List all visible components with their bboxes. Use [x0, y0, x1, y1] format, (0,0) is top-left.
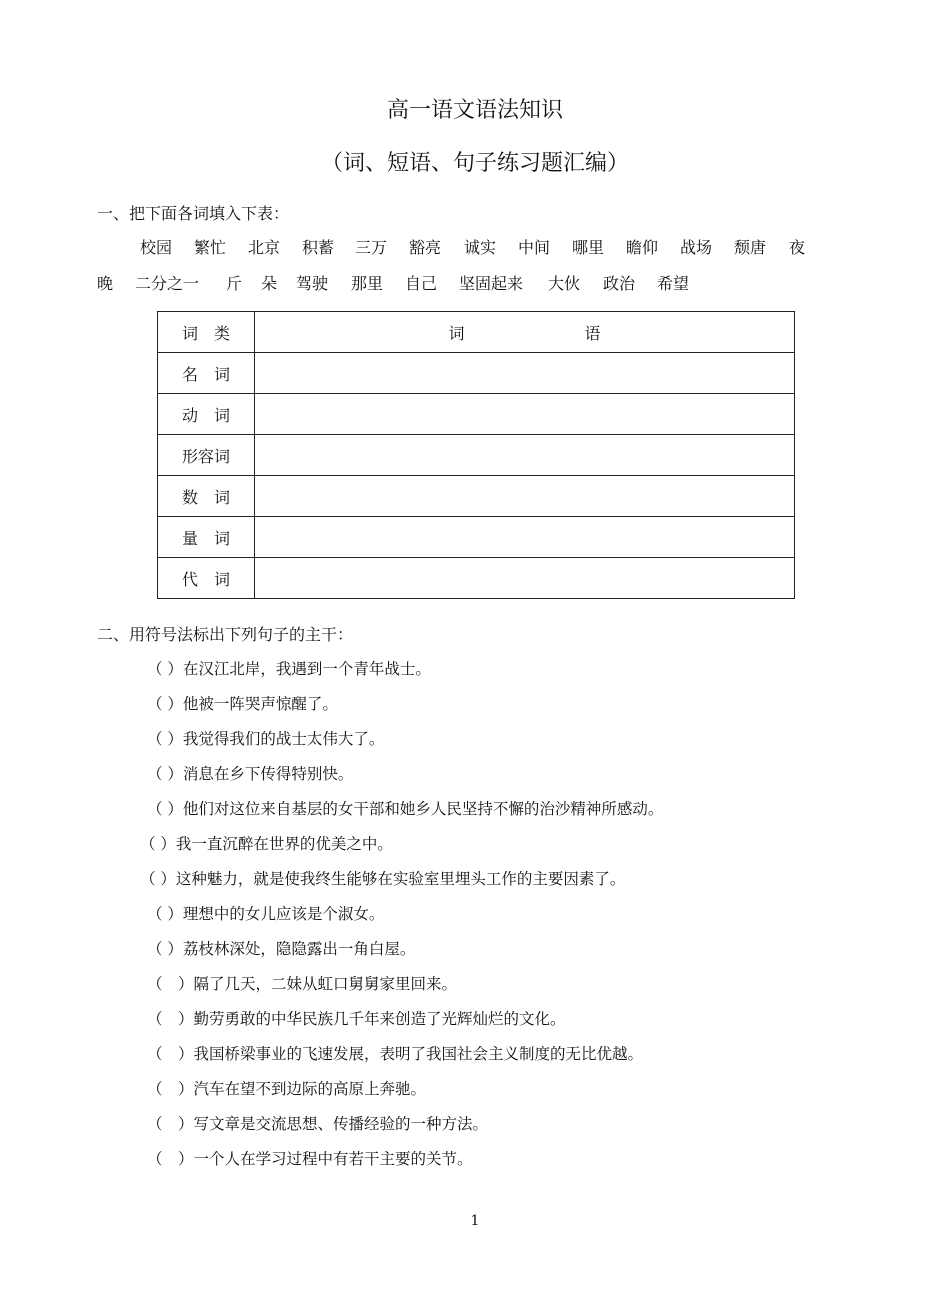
exercise-item: （ ）消息在乡下传得特别快。	[147, 765, 354, 783]
header-words-cell	[255, 312, 795, 353]
section2-heading: 二、用符号法标出下列句子的主干：	[97, 625, 354, 644]
row-answer-cell[interactable]	[255, 435, 795, 476]
exercise-item: （ ）他被一阵哭声惊醒了。	[147, 695, 338, 713]
row-answer-cell[interactable]	[255, 517, 795, 558]
exercise-item: （ ）汽车在望不到边际的高原上奔驰。	[147, 1080, 427, 1098]
word-item: 大伙	[548, 274, 581, 293]
exercise-item: （ ）在汉江北岸，我遇到一个青年战士。	[147, 660, 431, 678]
row-category-cell: 动 词	[158, 394, 255, 435]
page-number: 1	[470, 1213, 480, 1229]
word-item: 希望	[657, 274, 690, 293]
word-item: 中间	[518, 238, 551, 257]
exercise-item: （ ）写文章是交流思想、传播经验的一种方法。	[147, 1115, 489, 1133]
header-category-cell: 词 类	[158, 312, 255, 353]
document-subtitle: （词、短语、句子练习题汇编）	[320, 151, 629, 176]
word-item: 颓唐	[734, 238, 767, 257]
section1-heading: 一、把下面各词填入下表：	[97, 204, 290, 223]
word-item: 积蓄	[302, 238, 335, 257]
word-item: 政治	[603, 274, 636, 293]
row-category-cell: 量 词	[158, 517, 255, 558]
table-header-row	[158, 312, 795, 353]
word-item: 驾驶	[296, 274, 329, 293]
exercise-item: （ ）这种魅力，就是使我终生能够在实验室里埋头工作的主要因素了。	[140, 870, 626, 888]
word-item: 校园	[140, 238, 173, 257]
exercise-item: （ ）勤劳勇敢的中华民族几千年来创造了光辉灿烂的文化。	[147, 1010, 566, 1028]
header-words-right: 语	[584, 323, 601, 343]
word-item: 哪里	[572, 238, 605, 257]
header-words-left: 词	[448, 323, 465, 343]
row-category-cell: 数 词	[158, 476, 255, 517]
table-row	[158, 517, 795, 558]
table-row	[158, 353, 795, 394]
word-item: 那里	[351, 274, 384, 293]
exercise-item: （ ）隔了几天，二妹从虹口舅舅家里回来。	[147, 975, 458, 993]
table-row	[158, 558, 795, 599]
word-list-line-1	[0, 235, 950, 257]
row-answer-cell[interactable]	[255, 558, 795, 599]
row-category-cell: 名 词	[158, 353, 255, 394]
exercise-item: （ ）荔枝林深处，隐隐露出一角白屋。	[147, 940, 416, 958]
exercise-item: （ ）我一直沉醉在世界的优美之中。	[140, 835, 393, 853]
word-item: 夜	[789, 238, 806, 257]
word-item: 坚固起来	[459, 274, 524, 293]
row-answer-cell[interactable]	[255, 476, 795, 517]
row-category-cell: 代 词	[158, 558, 255, 599]
word-item: 繁忙	[194, 238, 227, 257]
table-row	[158, 394, 795, 435]
exercise-item: （ ）一个人在学习过程中有若干主要的关节。	[147, 1150, 473, 1168]
word-item: 北京	[248, 238, 281, 257]
table-row	[158, 435, 795, 476]
exercise-item: （ ）他们对这位来自基层的女干部和她乡人民坚持不懈的治沙精神所感动。	[147, 800, 664, 818]
row-answer-cell[interactable]	[255, 353, 795, 394]
exercise-item: （ ）我国桥梁事业的飞速发展，表明了我国社会主义制度的无比优越。	[147, 1045, 644, 1063]
document-title: 高一语文语法知识	[386, 98, 563, 123]
row-answer-cell[interactable]	[255, 394, 795, 435]
word-item: 豁亮	[409, 238, 442, 257]
word-class-table	[157, 311, 795, 599]
exercise-item: （ ）我觉得我们的战士太伟大了。	[147, 730, 385, 748]
word-item: 瞻仰	[626, 238, 659, 257]
word-item: 三万	[355, 238, 388, 257]
word-item: 诚实	[464, 238, 497, 257]
row-category-cell: 形容词	[158, 435, 255, 476]
word-item: 斤	[226, 274, 243, 293]
word-item: 战场	[680, 238, 713, 257]
exercise-item: （ ）理想中的女儿应该是个淑女。	[147, 905, 385, 923]
table-row	[158, 476, 795, 517]
word-item: 朵	[261, 274, 278, 293]
word-item: 自己	[405, 274, 438, 293]
word-item: 二分之一	[135, 274, 200, 293]
word-item: 晚	[97, 274, 114, 293]
word-list-line-2	[0, 271, 950, 293]
